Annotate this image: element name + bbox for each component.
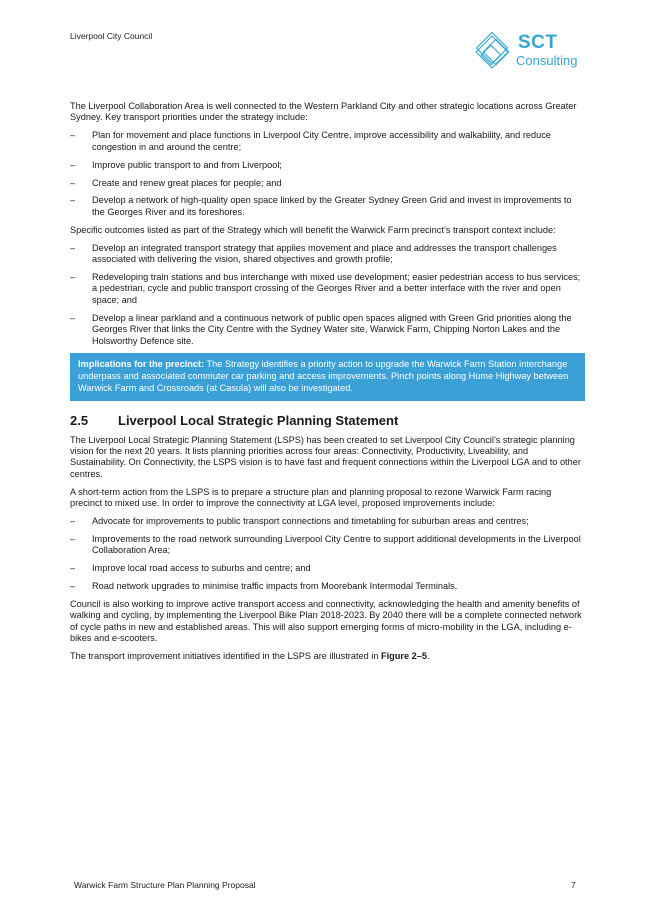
outcomes-list xyxy=(70,243,585,347)
figure-reference-link[interactable]: Figure 2–5 xyxy=(381,651,427,662)
implications-callout xyxy=(70,353,585,401)
logo-text-sct: SCT xyxy=(518,32,558,53)
logo-diamond-icon xyxy=(472,28,522,76)
list-item: – Improve public transport to and from Liverpool; xyxy=(70,159,282,170)
priorities-list xyxy=(70,130,585,218)
outcomes-intro: Specific outcomes listed as part of the Strategy which will benefit the Warwick Farm precinct’s transport context include: xyxy=(70,224,556,235)
improvements-list xyxy=(70,516,585,593)
header-organization: Liverpool City Council xyxy=(70,31,153,41)
section-heading xyxy=(70,413,585,429)
footer-document-title: Warwick Farm Structure Plan Planning Proposal xyxy=(74,880,256,890)
list-item: – Create and renew great places for people; and xyxy=(70,177,282,188)
section-title: Liverpool Local Strategic Planning Statement xyxy=(118,413,399,429)
list-item: – Develop an integrated transport strategy that applies movement and place and addresses the transport challenges associated with delivering the vision, shared objectives and growth profile; xyxy=(70,242,557,265)
final-paragraph: The transport improvement initiatives identified in the LSPS are illustrated in Figure 2–5. xyxy=(70,651,430,662)
list-item: – Improvements to the road network surrounding Liverpool City Centre to support additional developments in the Liverpool Collaboration Area; xyxy=(70,533,581,556)
intro-paragraph: The Liverpool Collaboration Area is well connected to the Western Parkland City and other strategic locations across Greater Sydney. Key transport priorities under the strategy include: xyxy=(70,101,577,123)
list-item: – Redeveloping train stations and bus interchange with mixed use development; easier pedestrian access to bus services; a pedestrian, cycle and public transport crossing of the Georges River and a better interface with the river and open space; and xyxy=(70,271,581,305)
callout-label: Implications for the precinct: xyxy=(78,359,205,370)
lsps-paragraph-2: A short-term action from the LSPS is to prepare a structure plan and planning proposal to rezone Warwick Farm racing precinct to mixed use. In order to improve the connectivity at LGA level, proposed improvements include: xyxy=(70,486,552,509)
footer-page-number: 7 xyxy=(571,880,576,890)
list-item: – Improve local road access to suburbs and centre; and xyxy=(70,563,311,574)
list-item: – Advocate for improvements to public transport connections and timetabling for suburban areas and centres; xyxy=(70,516,529,527)
list-item: – Develop a network of high-quality open space linked by the Greater Sydney Green Grid and invest in improvements to the Georges River and its foreshores. xyxy=(70,195,572,217)
council-paragraph: Council is also working to improve active transport access and connectivity, acknowledging the health and amenity benefits of walking and cycling, by implementing the Liverpool Bike Plan 2018-2023. By 2040 there will be a complete connected network of cycle paths in new and established areas. This will also support emerging forms of micro-mobility in the LGA, including e-bikes and e-scooters. xyxy=(70,599,582,644)
lsps-paragraph-1: The Liverpool Local Strategic Planning Statement (LSPS) has been created to set Liverpool City Council’s strategic planning vision for the next 20 years. It lists planning priorities across four areas: Connectivity, Productivity, Liveability, and Sustainability. On Connectivity, the LSPS vision is to have fast and frequent connections within the Liverpool LGA and to other centres. xyxy=(70,434,581,479)
list-item: – Develop a linear parkland and a continuous network of public open spaces aligned with Green Grid priorities along the Georges River that links the City Centre with the Sydney Water site, Warwick Farm, Chipping Norton Lakes and the Holsworthy Defence site. xyxy=(70,312,572,346)
list-item: – Plan for movement and place functions in Liverpool City Centre, improve accessibility and walkability, and reduce congestion in and around the centre; xyxy=(70,130,551,152)
section-number: 2.5 xyxy=(70,413,89,429)
sct-consulting-logo xyxy=(472,28,592,76)
list-item: – Road network upgrades to minimise traffic impacts from Moorebank Intermodal Terminals. xyxy=(70,581,458,592)
logo-text-consulting: Consulting xyxy=(516,53,578,68)
callout-text: The Strategy identifies a priority action to upgrade the Warwick Farm Station interchange underpass and associated commuter car parking and access improvements. Pinch points along Hume Highway between Warwick Farm and Crossroads (at Casula) will also be investigated. xyxy=(78,359,569,393)
page-content xyxy=(70,101,585,669)
